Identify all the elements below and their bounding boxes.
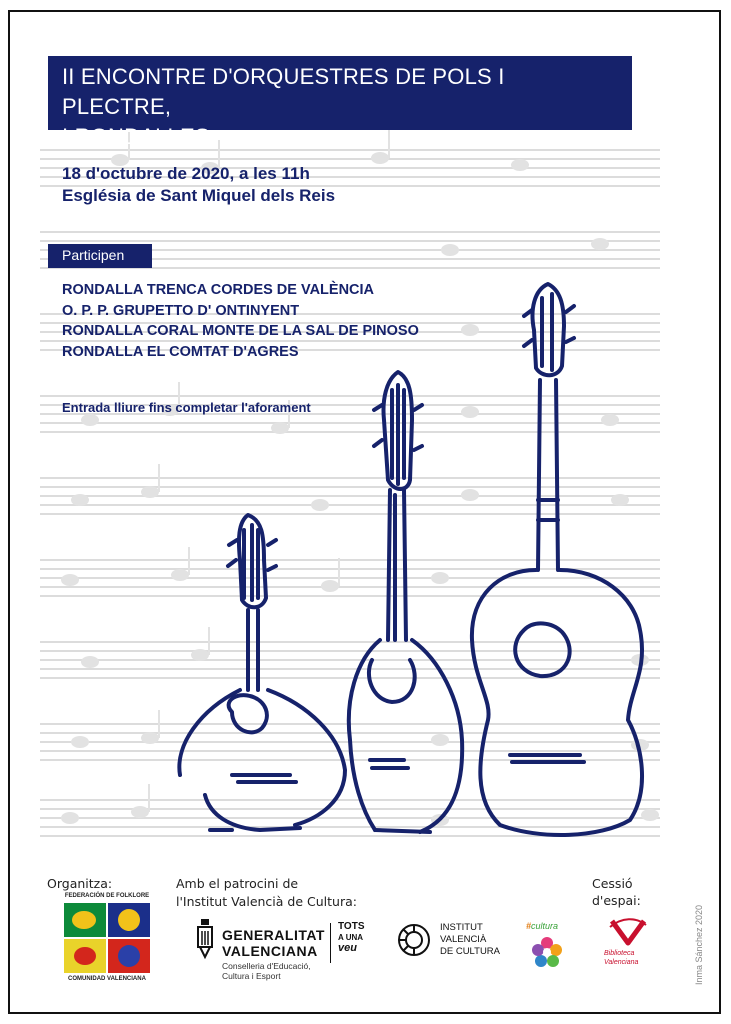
generalitat-name-line-2: VALENCIANA (222, 943, 318, 959)
folklore-federation-logo (64, 893, 150, 985)
generalitat-crest-icon (194, 917, 216, 961)
cultura-word: cultura (531, 921, 559, 931)
biblioteca-line-1: Biblioteca (604, 950, 635, 957)
participant-item: RONDALLA EL COMTAT D'AGRES (62, 343, 299, 360)
entry-note: Entrada lliure fins completar l'aforament (62, 400, 311, 415)
space-label-line-2: d'espai: (592, 893, 641, 908)
cultura-mark-icon: # (526, 921, 532, 931)
space-label-line-1: Cessió (592, 876, 633, 891)
participant-item: O. P. P. GRUPETTO D' ONTINYENT (62, 302, 300, 319)
artist-credit: Inma Sánchez 2020 (694, 904, 704, 985)
biblioteca-v-icon (608, 917, 648, 947)
folklore-logo-motif (118, 909, 140, 931)
cultura-flower-icon (530, 935, 564, 969)
folklore-logo-motif (118, 945, 140, 967)
patronage-label-line-2: l'Institut Valencià de Cultura: (176, 894, 357, 909)
tots-line-2: A UNA (338, 933, 364, 942)
biblioteca-line-2: Valenciana (604, 959, 639, 966)
participants-header-label: Participen (62, 247, 125, 263)
participant-item: RONDALLA TRENCA CORDES DE VALÈNCIA (62, 282, 375, 298)
event-date: 18 d'octubre de 2020, a les 11h (62, 164, 310, 183)
bandurria-drawing (179, 515, 345, 830)
biblioteca-name (604, 949, 638, 967)
event-title-line-2: I RONDALLES (62, 124, 210, 149)
ivc-line-2: VALENCIÀ (440, 934, 487, 945)
ivc-name (440, 922, 500, 958)
event-title-line-1: II ENCONTRE D'ORQUESTRES DE POLS I PLECTRE, (62, 64, 505, 119)
tots-line-3: veu (338, 942, 357, 954)
tots-a-una-veu-logo (338, 921, 364, 954)
conselleria-line-2: Cultura i Esport (222, 971, 281, 981)
ivc-line-1: INSTITUT (440, 922, 483, 933)
tots-line-1: TOTS (338, 921, 365, 932)
ivc-line-3: DE CULTURA (440, 946, 500, 957)
laud-drawing (349, 372, 462, 832)
folklore-logo-bottom-text: COMUNIDAD VALENCIANA (68, 976, 146, 982)
participant-item: RONDALLA CORAL MONTE DE LA SAL DE PINOSO (62, 323, 419, 339)
event-place: Església de Sant Miquel dels Reis (62, 186, 336, 205)
guitar-drawing (472, 284, 642, 835)
folklore-logo-motif (72, 911, 96, 929)
patronage-label-line-1: Amb el patrocini de (176, 876, 299, 891)
organiza-label: Organitza: (47, 876, 113, 891)
logo-divider (330, 923, 331, 963)
cultura-wordmark (526, 921, 558, 931)
generalitat-name-line-1: GENERALITAT (222, 927, 325, 943)
conselleria-line-1: Conselleria d'Educació, (222, 961, 311, 971)
folklore-logo-top-text: FEDERACIÓN DE FOLKLORE (64, 893, 150, 899)
ivc-circle-icon (396, 922, 432, 958)
folklore-logo-motif (74, 947, 96, 965)
